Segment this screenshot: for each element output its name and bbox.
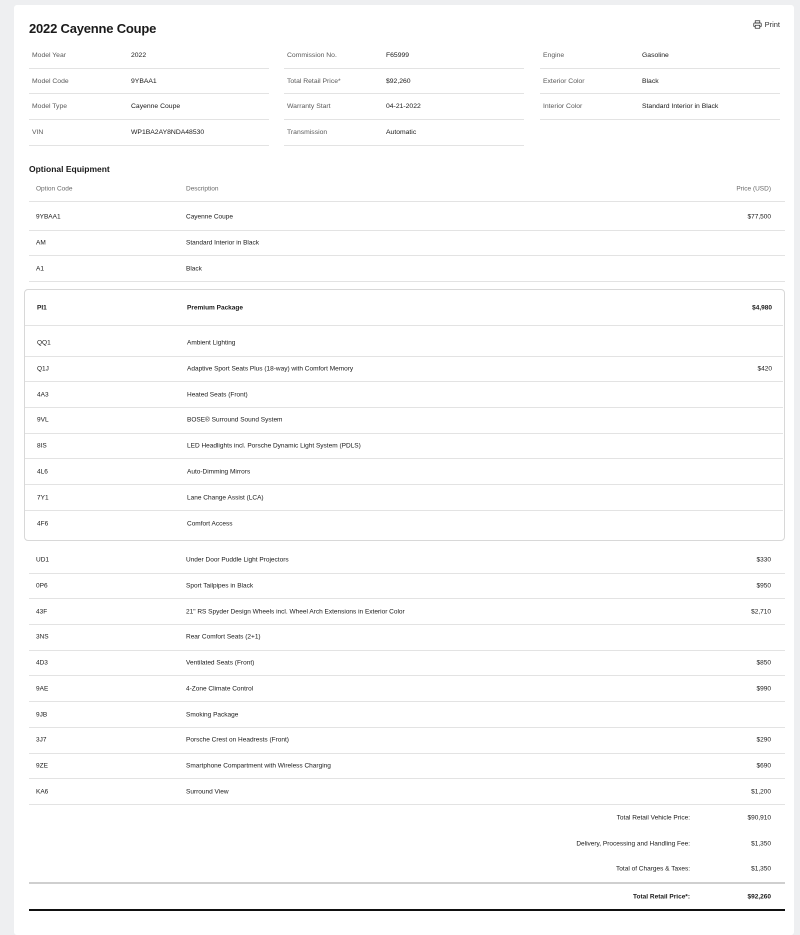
package-item-row [25, 331, 783, 357]
option-code: 4D3 [36, 659, 48, 667]
option-code: 9YBAA1 [36, 213, 61, 221]
spec-label: VIN [32, 128, 44, 136]
header-price: Price (USD) [736, 185, 771, 192]
option-price: $990 [756, 685, 771, 693]
spec-row [284, 94, 524, 120]
option-description: Ambient Lighting [187, 339, 236, 347]
spec-row [284, 120, 524, 146]
spec-label: Interior Color [543, 103, 583, 111]
delivery-fee-row [29, 831, 785, 857]
spec-row [29, 69, 269, 95]
totals-bottom-rule [29, 909, 785, 911]
table-row [29, 677, 785, 703]
table-row [29, 548, 785, 574]
option-description: Adaptive Sport Seats Plus (18-way) with Comfort Memory [187, 365, 354, 373]
spec-row [29, 43, 269, 69]
package-item-row [25, 485, 783, 511]
option-code: AM [36, 239, 46, 247]
spec-label: Model Year [32, 51, 67, 59]
spec-label: Model Code [32, 77, 69, 85]
option-description: Smoking Package [186, 711, 239, 719]
total-vehicle-price-row [29, 805, 785, 831]
package-description: Premium Package [187, 304, 244, 311]
spec-value: Standard Interior in Black [642, 103, 719, 111]
option-code: 0P6 [36, 582, 48, 590]
option-price: $420 [757, 365, 772, 373]
option-description: Under Door Puddle Light Projectors [186, 556, 289, 564]
charges-taxes-row [29, 856, 785, 882]
spec-value: 04-21-2022 [386, 103, 421, 111]
spec-value: Automatic [386, 128, 417, 136]
package-price: $4,980 [752, 304, 772, 311]
option-price: $330 [756, 556, 771, 564]
package-item-row [25, 434, 783, 460]
option-description: Auto-Dimming Mirrors [187, 468, 251, 476]
option-code: 4A3 [37, 391, 49, 399]
header-option-code: Option Code [36, 185, 73, 192]
package-code: PI1 [37, 304, 47, 311]
option-description: Black [186, 265, 202, 273]
spec-row [540, 69, 780, 95]
option-price: $290 [756, 736, 771, 744]
section-title: Optional Equipment [29, 164, 110, 174]
spec-label: Commission No. [287, 51, 337, 59]
total-label: Total Retail Price*: [633, 893, 690, 901]
spec-row [29, 120, 269, 146]
spec-value: Black [642, 77, 659, 85]
option-description: Smartphone Compartment with Wireless Charging [186, 762, 331, 770]
spec-label: Transmission [287, 128, 328, 136]
option-description: Comfort Access [187, 520, 233, 528]
option-description: 21" RS Spyder Design Wheels incl. Wheel Arch Extensions in Exterior Color [186, 608, 405, 616]
table-row [29, 231, 785, 257]
option-description: Porsche Crest on Headrests (Front) [186, 736, 289, 744]
spec-value: Gasoline [642, 51, 669, 59]
table-row [29, 754, 785, 780]
print-label: Print [764, 20, 780, 29]
table-row [29, 574, 785, 600]
table-row [29, 651, 785, 677]
total-value: $1,350 [751, 865, 771, 873]
spec-row [284, 69, 524, 95]
option-description: Standard Interior in Black [186, 239, 259, 247]
option-description: Sport Tailpipes in Black [186, 582, 254, 590]
option-code: 43F [36, 608, 48, 616]
option-code: 4F6 [37, 520, 49, 528]
spec-value: F65999 [386, 51, 410, 59]
table-row [29, 599, 785, 625]
total-label: Total of Charges & Taxes: [616, 865, 690, 873]
package-item-row [25, 357, 783, 383]
package-header-row [25, 290, 783, 326]
option-description: Heated Seats (Front) [187, 391, 248, 399]
spec-value: 2022 [131, 51, 147, 59]
spec-label: Engine [543, 51, 565, 59]
option-description: Rear Comfort Seats (2+1) [186, 633, 261, 641]
spec-row [29, 94, 269, 120]
table-header [29, 176, 785, 202]
table-row [29, 728, 785, 754]
total-value: $90,910 [747, 814, 771, 822]
spec-row [284, 43, 524, 69]
page-title: 2022 Cayenne Coupe [29, 21, 157, 36]
option-price: $690 [756, 762, 771, 770]
spec-row [540, 94, 780, 120]
option-description: LED Headlights incl. Porsche Dynamic Light System (PDLS) [187, 442, 361, 450]
option-code: 9ZE [36, 762, 48, 770]
option-code: 4L6 [37, 468, 48, 476]
spec-value: 9YBAA1 [131, 77, 157, 85]
option-code: 8IS [37, 442, 47, 450]
option-description: BOSE® Surround Sound System [187, 416, 283, 424]
option-price: $77,500 [747, 213, 771, 221]
table-row [29, 256, 785, 282]
option-price: $1,200 [751, 788, 771, 796]
premium-package-group [24, 289, 785, 541]
table-row [29, 779, 785, 805]
option-description: Surround View [186, 788, 229, 796]
table-row [29, 205, 785, 231]
printer-icon [753, 20, 762, 29]
option-code: 3NS [36, 633, 49, 641]
option-price: $950 [756, 582, 771, 590]
option-description: Cayenne Coupe [186, 213, 233, 221]
total-value: $1,350 [751, 840, 771, 848]
spec-row [540, 43, 780, 69]
package-item-row [25, 382, 783, 408]
option-code: 9AE [36, 685, 49, 693]
spec-label: Exterior Color [543, 77, 585, 85]
package-item-row [25, 460, 783, 486]
option-code: Q1J [37, 365, 49, 373]
spec-label: Model Type [32, 103, 68, 111]
package-item-row [25, 511, 783, 537]
option-code: 9VL [37, 416, 49, 424]
option-price: $2,710 [751, 608, 771, 616]
option-description: Lane Change Assist (LCA) [187, 494, 264, 502]
header-description: Description [186, 185, 219, 192]
print-button[interactable] [753, 20, 780, 29]
spec-value: Cayenne Coupe [131, 103, 181, 111]
total-retail-price-row [29, 884, 785, 910]
option-code: 7Y1 [37, 494, 49, 502]
table-row [29, 702, 785, 728]
option-description: Ventilated Seats (Front) [186, 659, 255, 667]
spec-label: Total Retail Price* [287, 77, 341, 85]
total-label: Delivery, Processing and Handling Fee: [576, 840, 690, 848]
spec-label: Warranty Start [287, 103, 331, 111]
option-code: UD1 [36, 556, 50, 564]
option-code: KA6 [36, 788, 49, 796]
total-value: $92,260 [747, 893, 771, 901]
spec-value: $92,260 [386, 77, 411, 85]
option-code: QQ1 [37, 339, 51, 347]
spec-value: WP1BA2AY8NDA48530 [131, 128, 205, 136]
option-price: $850 [756, 659, 771, 667]
table-row [29, 625, 785, 651]
package-item-row [25, 408, 783, 434]
option-code: A1 [36, 265, 44, 273]
option-code: 9JB [36, 711, 48, 719]
total-label: Total Retail Vehicle Price: [616, 814, 690, 822]
option-description: 4-Zone Climate Control [186, 685, 254, 693]
option-code: 3J7 [36, 736, 47, 744]
